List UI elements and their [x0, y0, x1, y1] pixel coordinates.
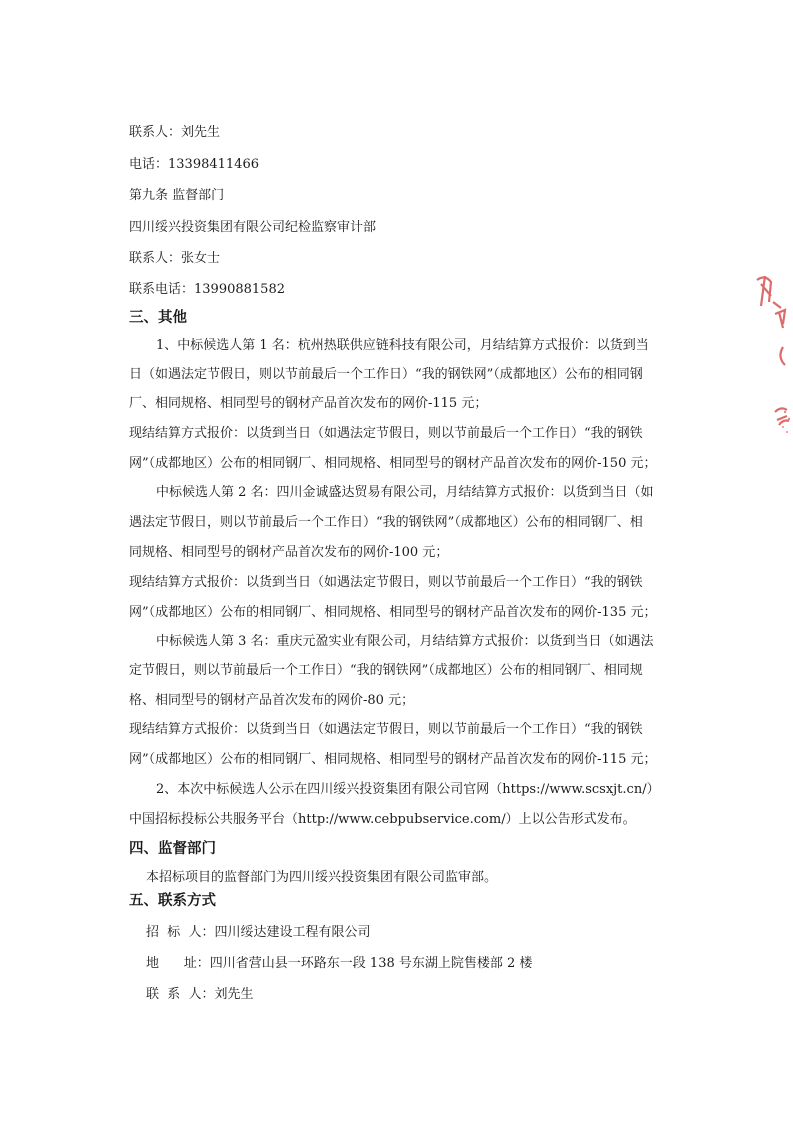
- paragraph-line: 网”（成都地区）公布的相同钢厂、相同规格、相同型号的钢材产品首次发布的网价-135 元；: [129, 605, 657, 620]
- paragraph-line: 厂、相同规格、相同型号的钢材产品首次发布的网价-115 元；: [129, 396, 488, 411]
- paragraph-line: 现结结算方式报价：以货到当日（如遇法定节假日，则以节前最后一个工作日）“我的钢铁: [129, 575, 643, 590]
- paragraph-line: 中标候选人第 3 名：重庆元盈实业有限公司，月结结算方式报价：以货到当日（如遇法: [156, 634, 654, 649]
- paragraph-line: 中国招标投标公共服务平台（http://www.cebpubservice.com/）上以公告形式发布。: [129, 812, 636, 827]
- article-nine-title: 第九条 监督部门: [129, 188, 225, 203]
- paragraph-line: 格、相同型号的钢材产品首次发布的网价-80 元；: [129, 693, 415, 708]
- paragraph-line: 本招标项目的监督部门为四川绥兴投资集团有限公司监审部。: [146, 870, 498, 885]
- paragraph-line: 定节假日，则以节前最后一个工作日）“我的钢铁网”（成都地区）公布的相同钢厂、相同规: [129, 663, 643, 678]
- paragraph-line: 现结结算方式报价：以货到当日（如遇法定节假日，则以节前最后一个工作日）“我的钢铁: [129, 426, 643, 441]
- contact-person-2: 联系人：张女士: [129, 251, 221, 266]
- contact-phone-2: 联系电话：13990881582: [129, 282, 285, 297]
- tenderer: 招 标 人：四川绥达建设工程有限公司: [146, 925, 371, 940]
- section-heading-contact: 五、联系方式: [129, 893, 216, 909]
- paragraph-line: 现结结算方式报价：以货到当日（如遇法定节假日，则以节前最后一个工作日）“我的钢铁: [129, 722, 643, 737]
- paragraph-line: 中标候选人第 2 名：四川金诚盛达贸易有限公司，月结结算方式报价：以货到当日（如: [156, 485, 654, 500]
- seal-stamp: [745, 262, 793, 442]
- section-heading-other: 三、其他: [129, 310, 187, 326]
- supervision-dept: 四川绥兴投资集团有限公司纪检监察审计部: [129, 220, 377, 235]
- section-heading-supervision: 四、监督部门: [129, 841, 216, 857]
- paragraph-line: 网”（成都地区）公布的相同钢厂、相同规格、相同型号的钢材产品首次发布的网价-115 元；: [129, 752, 657, 767]
- address: 地 址：四川省营山县一环路东一段 138 号东湖上院售楼部 2 楼: [146, 956, 533, 971]
- paragraph-line: 日（如遇法定节假日，则以节前最后一个工作日）“我的钢铁网”（成都地区）公布的相同钢: [129, 367, 643, 382]
- contact-person-3: 联 系 人：刘先生: [146, 987, 254, 1002]
- contact-person: 联系人：刘先生: [129, 125, 221, 140]
- phone: 电话：13398411466: [129, 157, 259, 172]
- paragraph-line: 2、本次中标候选人公示在四川绥兴投资集团有限公司官网（https://www.scsxjt.cn/）: [156, 782, 660, 797]
- paragraph-line: 遇法定节假日，则以节前最后一个工作日）“我的钢铁网”（成都地区）公布的相同钢厂、相: [129, 515, 643, 530]
- paragraph-line: 1、中标候选人第 1 名：杭州热联供应链科技有限公司，月结结算方式报价：以货到当: [156, 338, 649, 353]
- paragraph-line: 网”（成都地区）公布的相同钢厂、相同规格、相同型号的钢材产品首次发布的网价-150 元；: [129, 456, 657, 471]
- paragraph-line: 同规格、相同型号的钢材产品首次发布的网价-100 元；: [129, 545, 449, 560]
